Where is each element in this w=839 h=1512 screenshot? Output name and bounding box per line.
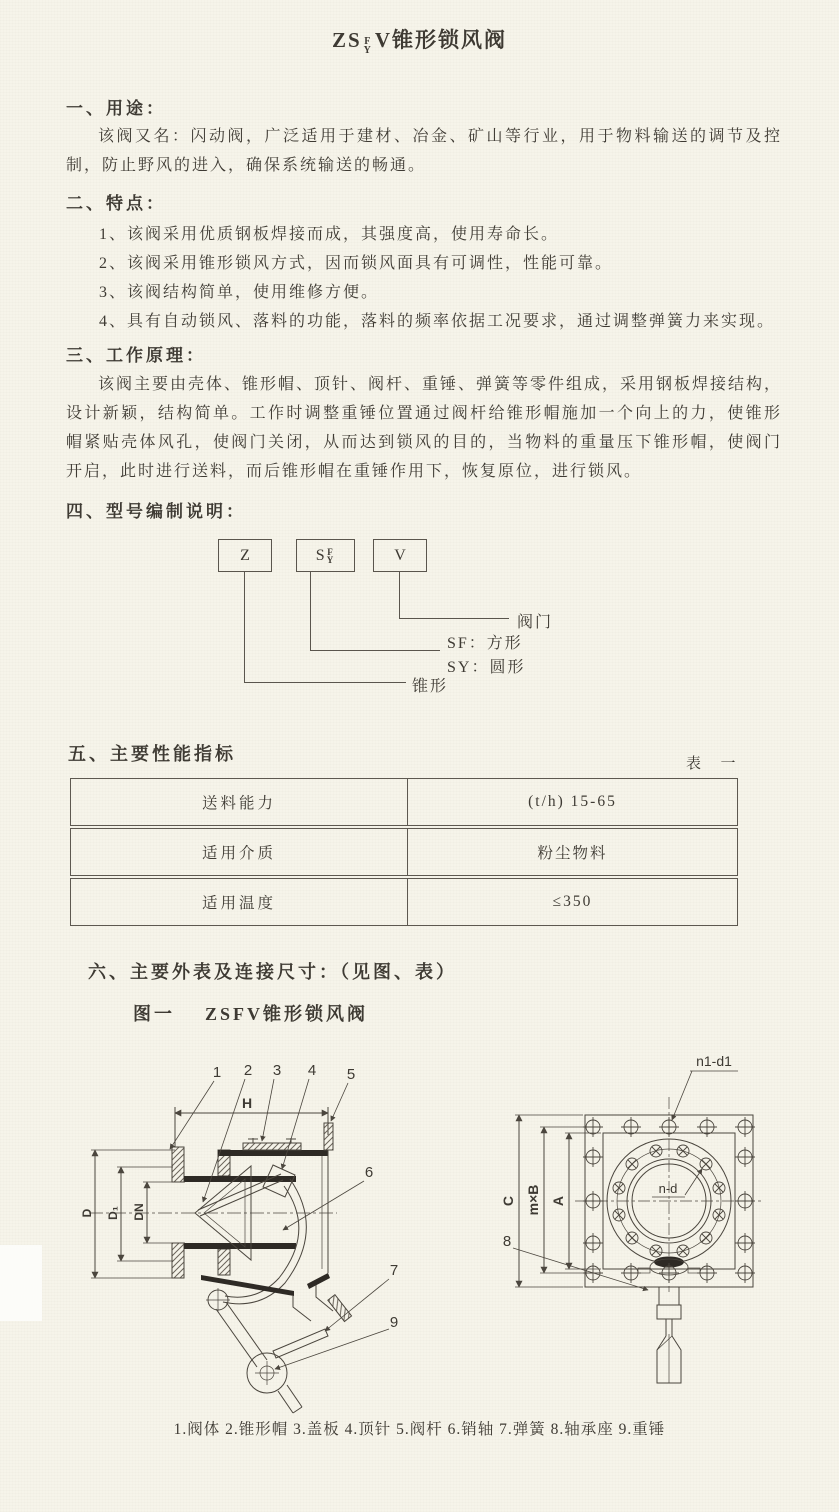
model-box-s-supsub — [327, 548, 334, 564]
part-number-7: 7 — [389, 1262, 399, 1279]
outlet-tube — [293, 1295, 311, 1321]
figure-caption: 1.阀体 2.锥形帽 3.盖板 4.顶针 5.阀杆 6.销轴 7.弹簧 8.轴承座 9.重锤 — [173, 1421, 666, 1438]
dim-label-d: D — [80, 1208, 94, 1218]
table-cell-value: 粉尘物料 — [537, 845, 608, 862]
table-cell-name: 适用介质 — [71, 829, 408, 875]
part-number-6: 6 — [364, 1164, 374, 1181]
outlet-flange — [328, 1295, 352, 1322]
part-number-2: 2 — [243, 1062, 253, 1079]
principle-paragraph: 该阀主要由壳体、锥形帽、顶针、阀杆、重锤、弹簧等零件组成，采用钢板焊接结构，设计新颖，结构简单。工作时调整重锤位置通过阀杆给锥形帽施加一个向上的力，使锥形帽紧贴壳体风孔，使阀门关闭，从而达到锁风的目的，当物料的重量压下锥形帽，使阀门开启，此时进行送料，而后锥形帽在重锤作用下，恢复原位，进行锁风。 — [66, 376, 783, 480]
dim-label-a: A — [550, 1195, 566, 1207]
shaft-lower — [657, 1305, 681, 1319]
performance-table — [70, 778, 738, 928]
pipe-top-wall — [184, 1176, 296, 1182]
funnel-weld — [201, 1275, 294, 1296]
model-box-s-label: S — [315, 546, 325, 564]
weight-stub — [293, 1407, 302, 1413]
feature-item: 1、该阀采用优质钢板焊接而成，其强度高，使用寿命长。 — [99, 226, 560, 243]
model-box-v — [373, 539, 427, 572]
part-number-5: 5 — [346, 1066, 356, 1083]
body-left-wall-lower — [218, 1249, 230, 1275]
connector-line-valve — [399, 572, 509, 619]
section-heading-model: 四、型号编制说明： — [66, 502, 246, 521]
model-box-s-sub: Y — [326, 554, 334, 565]
leader-n1-d1 — [672, 1071, 692, 1120]
model-box-v-label: V — [394, 546, 406, 564]
dim-label-h: H — [241, 1095, 253, 1111]
inlet-flange-lower — [172, 1243, 184, 1278]
title-subscript: Y — [363, 45, 373, 56]
dim-label-dn: DN — [132, 1203, 146, 1221]
weight-stub — [278, 1391, 293, 1413]
title-prefix: ZS — [331, 28, 362, 52]
label-n1-d1: n1-d1 — [696, 1053, 732, 1069]
section-heading-purpose: 一、用途： — [66, 99, 166, 118]
funnel-weld-right — [307, 1273, 330, 1289]
model-box-z — [218, 539, 272, 572]
purpose-paragraph: 该阀又名：闪动阀，广泛适用于建材、冶金、矿山等行业，用于物料输送的调节及控制，防止野风的进入，确保系统输送的畅通。 — [66, 128, 782, 174]
dim-label-c: C — [500, 1195, 516, 1207]
inlet-flange-upper — [172, 1147, 184, 1182]
figure-title — [133, 1000, 368, 1026]
dim-label-d1: D₁ — [106, 1206, 120, 1220]
dim-label-mxb: m×B — [525, 1184, 541, 1216]
leader-9 — [275, 1329, 389, 1369]
title-sup-sub — [364, 37, 373, 55]
table-row — [70, 878, 738, 926]
model-box-s-sup: F — [327, 546, 333, 557]
feature-item: 4、具有自动锁风、落料的功能，落料的频率依据工况要求，通过调整弹簧力来实现。 — [99, 313, 776, 330]
weight-stub — [287, 1385, 302, 1407]
figure-name: ZSFV锥形锁风阀 — [205, 1004, 369, 1024]
label-n-d: n-d — [658, 1181, 678, 1196]
scan-artifact — [0, 1245, 42, 1321]
part-number-1: 1 — [212, 1064, 222, 1081]
table-cell-value: ≤350 — [552, 893, 593, 910]
table-row — [70, 828, 738, 876]
body-top-plate — [218, 1150, 328, 1156]
part-number-8: 8 — [502, 1233, 512, 1250]
title-suffix: V锥形锁风阀 — [374, 28, 508, 52]
model-label-cone: 锥形 — [412, 678, 449, 695]
model-label-sy: SY：圆形 — [447, 659, 526, 676]
pipe-bottom-wall — [184, 1243, 296, 1249]
leader-1 — [170, 1081, 214, 1149]
section-heading-dimensions: 六、主要外表及连接尺寸：（见图、表） — [88, 962, 457, 982]
top-right-flange — [324, 1123, 333, 1150]
feature-item: 3、该阀结构简单，使用维修方便。 — [99, 284, 380, 301]
model-box-z-label: Z — [240, 546, 250, 564]
section-heading-features: 二、特点： — [66, 194, 166, 213]
part-number-3: 3 — [272, 1062, 282, 1079]
model-label-valve: 阀门 — [517, 614, 554, 631]
leader-3 — [262, 1079, 274, 1141]
left-section-view-drawing — [80, 1055, 435, 1405]
curved-lever-inner — [225, 1186, 299, 1297]
title-superscript: F — [364, 36, 373, 47]
right-flange-view-drawing — [480, 1040, 830, 1400]
leader-6 — [283, 1181, 364, 1230]
figure-label: 图一 — [133, 1004, 175, 1024]
table-cell-name: 适用温度 — [71, 879, 408, 925]
leader-5 — [331, 1083, 348, 1121]
table-cell-name: 送料能力 — [71, 779, 408, 825]
feature-item: 2、该阀采用锥形锁风方式，因而锁风面具有可调性，性能可靠。 — [99, 255, 614, 272]
part-number-4: 4 — [307, 1062, 317, 1079]
model-label-sf: SF：方形 — [447, 635, 523, 652]
cover-plate — [243, 1143, 301, 1150]
table-cell-value: (t/h) 15-65 — [528, 793, 617, 810]
table-row — [70, 778, 738, 826]
leader-2 — [203, 1079, 245, 1202]
section-heading-principle: 三、工作原理： — [66, 346, 206, 365]
page-title — [0, 24, 839, 55]
section-heading-performance: 五、主要性能指标 — [68, 744, 236, 764]
model-box-sfy — [296, 539, 355, 572]
part-number-9: 9 — [389, 1314, 399, 1331]
model-designation-diagram — [150, 530, 620, 700]
table-tag: 表 一 — [686, 756, 740, 772]
